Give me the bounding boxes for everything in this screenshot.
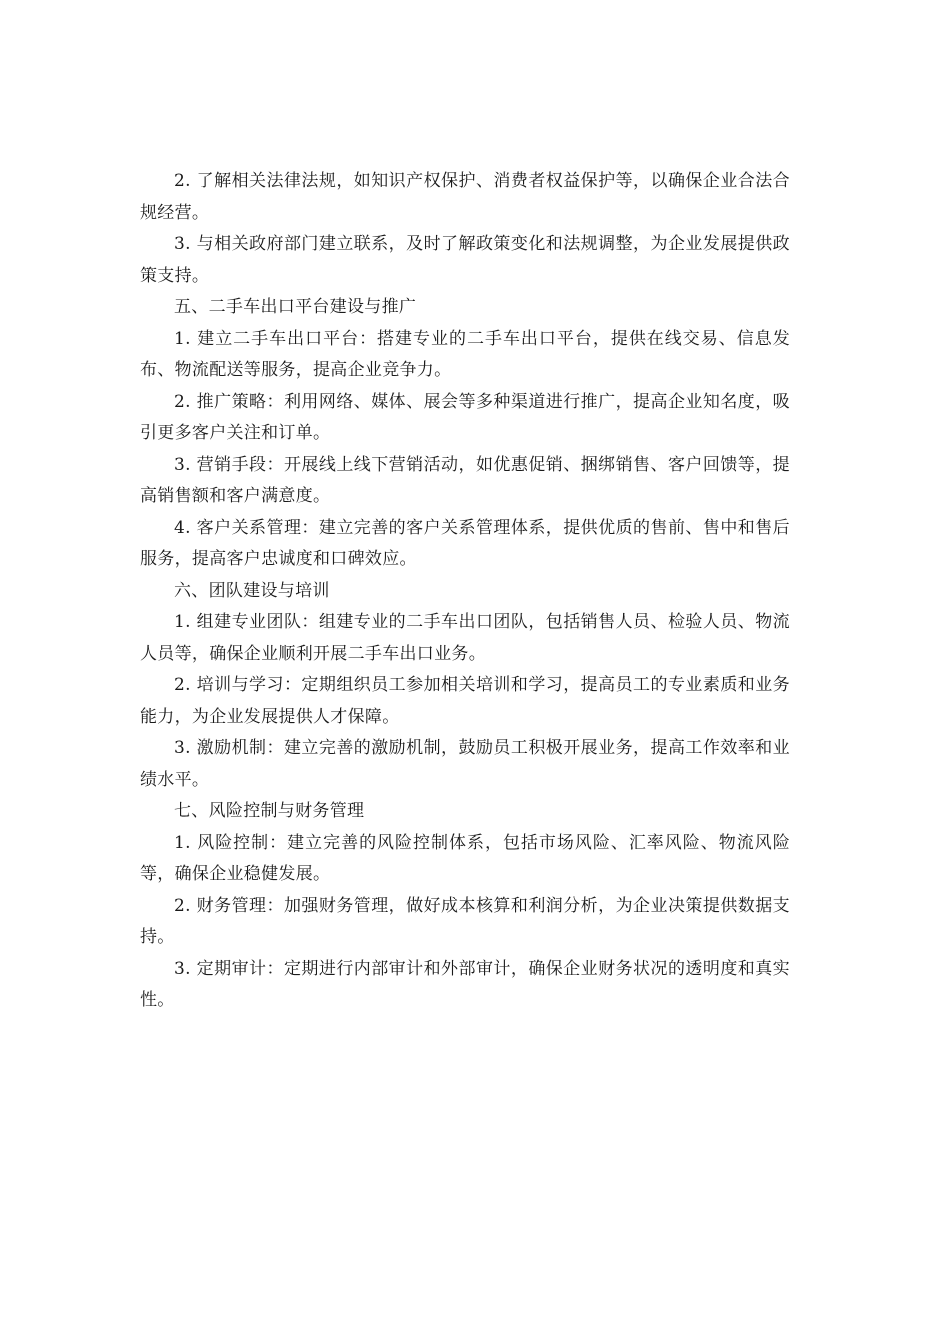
section-heading-risk-finance: 七、风险控制与财务管理 <box>174 801 365 821</box>
paragraph-training: 2. 培训与学习：定期组织员工参加相关培训和学习，提高员工的专业素质和业务能力，为企业发展提供人才保障。 <box>140 675 790 727</box>
paragraph-customer-relations: 4. 客户关系管理：建立完善的客户关系管理体系，提供优质的售前、售中和售后服务，提高客户忠诚度和口碑效应。 <box>140 517 790 569</box>
paragraph-build-team: 1. 组建专业团队：组建专业的二手车出口团队，包括销售人员、检验人员、物流人员等，确保企业顺利开展二手车出口业务。 <box>140 612 790 664</box>
paragraph-marketing-means: 3. 营销手段：开展线上线下营销活动，如优惠促销、捆绑销售、客户回馈等，提高销售额和客户满意度。 <box>140 454 790 506</box>
paragraph-financial-management: 2. 财务管理：加强财务管理，做好成本核算和利润分析，为企业决策提供数据支持。 <box>140 895 790 947</box>
section-heading-team: 六、团队建设与培训 <box>174 580 330 601</box>
paragraph-audit: 3. 定期审计：定期进行内部审计和外部审计，确保企业财务状况的透明度和真实性。 <box>140 958 790 1010</box>
paragraph-incentives: 3. 激励机制：建立完善的激励机制，鼓励员工积极开展业务，提高工作效率和业绩水平。 <box>140 738 790 790</box>
document-body <box>140 166 790 1017</box>
paragraph-build-platform: 1. 建立二手车出口平台：搭建专业的二手车出口平台，提供在线交易、信息发布、物流配送等服务，提高企业竞争力。 <box>140 328 790 380</box>
section-heading-platform: 五、二手车出口平台建设与推广 <box>174 297 417 317</box>
paragraph-promotion-strategy: 2. 推广策略：利用网络、媒体、展会等多种渠道进行推广，提高企业知名度，吸引更多客户关注和订单。 <box>140 391 790 443</box>
paragraph-government-relations: 3. 与相关政府部门建立联系，及时了解政策变化和法规调整，为企业发展提供政策支持。 <box>140 234 790 286</box>
paragraph-legal-compliance: 2. 了解相关法律法规，如知识产权保护、消费者权益保护等，以确保企业合法合规经营。 <box>140 171 790 223</box>
paragraph-risk-control: 1. 风险控制：建立完善的风险控制体系，包括市场风险、汇率风险、物流风险等，确保企业稳健发展。 <box>140 832 790 884</box>
